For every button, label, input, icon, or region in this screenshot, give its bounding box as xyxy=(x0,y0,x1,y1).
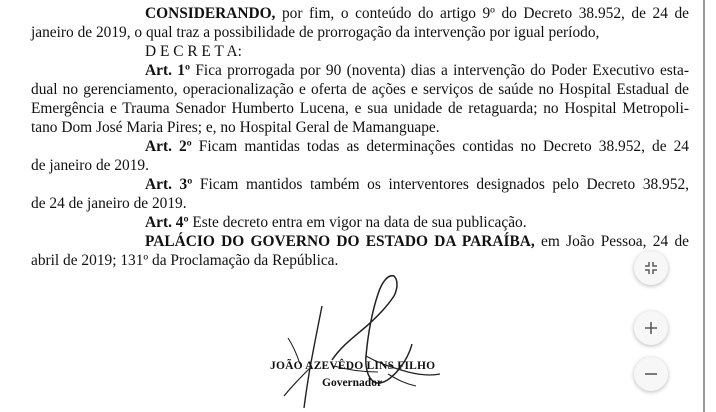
text-segment: dual no gerenciamento, operacionalização e oferta de ações e serviços de saúde no Hospital Estadual de xyxy=(31,81,689,98)
signature-image xyxy=(270,268,460,412)
text-segment: Este decreto entra em vigor na data de sua publicação. xyxy=(188,214,527,231)
text-segment: Ficam mantidos também os interventores designados pelo Decreto 38.952, xyxy=(192,176,689,193)
minus-icon xyxy=(644,367,658,381)
zoom-out-button[interactable] xyxy=(634,357,668,391)
document-line xyxy=(31,99,689,118)
bold-text: Art. 2º xyxy=(145,138,192,155)
document-line xyxy=(145,175,689,194)
bold-text: CONSIDERANDO, xyxy=(145,5,276,22)
document-line xyxy=(145,61,689,80)
text-segment: por fim, o conteúdo do artigo 9º do Decreto 38.952, de 24 de xyxy=(275,5,689,22)
fit-page-button[interactable] xyxy=(634,251,668,285)
text-segment: tano Dom José Maria Pires; e, no Hospital Geral de Mamanguape. xyxy=(31,119,440,136)
text-segment: em João Pessoa, 24 de xyxy=(534,233,689,250)
bold-text: Art. 1º xyxy=(145,62,191,79)
page-edge xyxy=(703,0,705,412)
bold-text: Art. 3º xyxy=(145,176,193,193)
document-line xyxy=(31,80,689,99)
document-line xyxy=(145,137,689,156)
document-line xyxy=(145,42,265,61)
document-line xyxy=(145,213,565,232)
text-segment: de 24 de janeiro de 2019. xyxy=(31,195,187,212)
text-segment: Fica prorrogada por 90 (noventa) dias a intervenção do Poder Executivo esta- xyxy=(190,62,689,79)
signatory-title: Governador xyxy=(322,377,383,389)
scrollbar-track[interactable] xyxy=(703,0,716,412)
text-segment: Emergência e Trauma Senador Humberto Lucena, e sua unidade de retaguarda; no Hospital Metropoli- xyxy=(31,100,689,117)
document-line xyxy=(145,4,689,23)
zoom-in-button[interactable] xyxy=(634,311,668,345)
document-line xyxy=(145,232,689,251)
text-segment: D E C R E T A: xyxy=(145,43,242,60)
bold-text: PALÁCIO DO GOVERNO DO ESTADO DA PARAÍBA, xyxy=(145,233,535,250)
document-line xyxy=(31,23,609,42)
document-line xyxy=(31,194,231,213)
document-line xyxy=(31,118,451,137)
bold-text: Art. 4º xyxy=(145,214,189,231)
text-segment: de janeiro de 2019. xyxy=(31,157,149,174)
signatory-name: JOÃO AZEVÊDO LINS FILHO xyxy=(270,360,436,372)
plus-icon xyxy=(644,321,658,335)
text-segment: abril de 2019; 131º da Proclamação da República. xyxy=(31,252,339,269)
text-segment: Ficam mantidas todas as determinações contidas no Decreto 38.952, de 24 xyxy=(191,138,689,155)
fit-page-icon xyxy=(644,261,658,275)
document-line xyxy=(31,156,191,175)
text-segment: janeiro de 2019, o qual traz a possibilidade de prorrogação da intervenção por igual período, xyxy=(31,24,600,41)
